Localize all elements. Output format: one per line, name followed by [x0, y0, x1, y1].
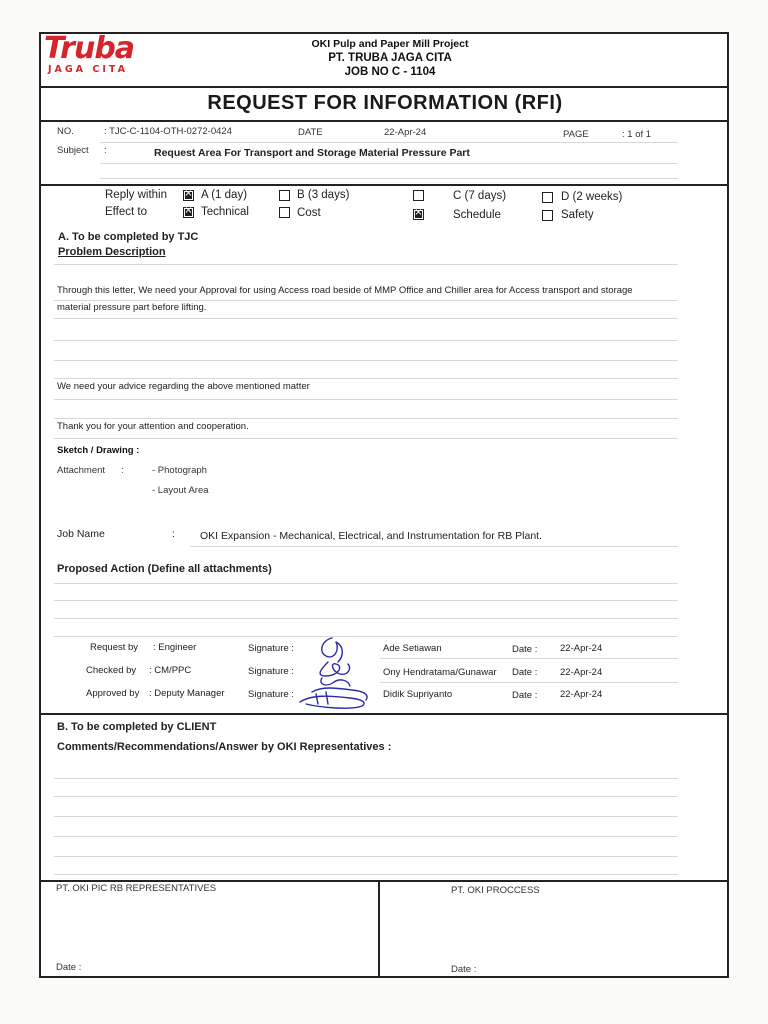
subject-rule-2 [100, 178, 678, 179]
logo-brand: Truba [44, 31, 135, 66]
page-label: PAGE [563, 129, 589, 140]
attachment-layout: - Layout Area [152, 485, 209, 496]
job-name-colon: : [172, 528, 175, 540]
subject-colon: : [104, 145, 107, 156]
signature-scribble [292, 632, 382, 712]
request-date: 22-Apr-24 [560, 643, 603, 654]
problem-rule-5 [54, 378, 678, 379]
effect-schedule-checkbox[interactable] [413, 209, 424, 220]
comments-rule-2 [54, 796, 678, 797]
checked-signature-label: Signature : [248, 666, 294, 677]
no-value: : TJC-C-1104-OTH-0272-0424 [104, 126, 232, 137]
meta-rule [100, 142, 678, 143]
footer-right-label: PT. OKI PROCCESS [451, 885, 540, 896]
problem-heading: Problem Description [58, 246, 166, 258]
approved-name: Didik Supriyanto [383, 689, 453, 700]
comments-rule-5 [54, 856, 678, 857]
problem-rule-4 [54, 360, 678, 361]
section-b-heading: B. To be completed by CLIENT [57, 721, 217, 733]
proposed-rule-1 [54, 583, 678, 584]
attachment-colon: : [121, 465, 124, 476]
reply-b-checkbox[interactable] [279, 190, 290, 201]
attachment-photograph: - Photograph [152, 465, 207, 476]
proposed-rule-2 [54, 600, 678, 601]
comments-heading: Comments/Recommendations/Answer by OKI Representatives : [57, 741, 392, 753]
no-label: NO. [57, 126, 74, 137]
approved-date: 22-Apr-24 [560, 689, 603, 700]
reply-a-checkbox[interactable] [183, 190, 194, 201]
advice-text: We need your advice regarding the above mentioned matter [57, 381, 310, 392]
request-signature-label: Signature : [248, 643, 294, 654]
approved-role: Approved by [86, 688, 140, 699]
proposed-rule-3 [54, 618, 678, 619]
reply-d-checkbox[interactable] [542, 192, 553, 203]
comments-rule-3 [54, 816, 678, 817]
company-logo [44, 31, 135, 75]
approved-date-label: Date : [512, 690, 538, 701]
problem-rule-6 [54, 399, 678, 400]
page-value: : 1 of 1 [622, 129, 652, 140]
request-position: : Engineer [153, 642, 197, 653]
reply-within-label: Reply within [105, 189, 167, 201]
problem-rule-8 [54, 438, 678, 439]
reply-d-label: D (2 weeks) [561, 191, 623, 203]
approval-rule-2 [380, 682, 678, 683]
footer-left-label: PT. OKI PIC RB REPRESENTATIVES [56, 883, 217, 894]
thanks-text: Thank you for your attention and cooperation. [57, 421, 249, 432]
checked-date-label: Date : [512, 667, 538, 678]
effect-cost-label: Cost [297, 207, 321, 219]
comments-rule-6 [54, 874, 678, 875]
job-name-value: OKI Expansion - Mechanical, Electrical, and Instrumentation for RB Plant. [200, 530, 542, 542]
comments-rule-4 [54, 836, 678, 837]
effect-to-label: Effect to [105, 206, 147, 218]
effect-cost-checkbox[interactable] [279, 207, 290, 218]
page-title: REQUEST FOR INFORMATION (RFI) [207, 92, 563, 114]
checked-name: Ony Hendratama/Gunawar [383, 667, 497, 678]
effect-technical-label: Technical [201, 206, 249, 218]
checked-role: Checked by [86, 665, 137, 676]
reply-c-checkbox[interactable] [413, 190, 424, 201]
section-a-heading: A. To be completed by TJC [58, 231, 199, 243]
footer-divider [39, 880, 729, 882]
section-b-divider [39, 713, 729, 715]
problem-rule-2 [54, 318, 678, 319]
effect-safety-checkbox[interactable] [542, 210, 553, 221]
sketch-label: Sketch / Drawing : [57, 445, 140, 456]
subject-value: Request Area For Transport and Storage Material Pressure Part [154, 147, 470, 159]
job-name-label: Job Name [57, 528, 105, 540]
job-rule [190, 546, 678, 547]
problem-text-line2: material pressure part before lifting. [57, 302, 207, 313]
approved-signature-label: Signature : [248, 689, 294, 700]
reply-c-label: C (7 days) [453, 190, 507, 202]
effect-safety-label: Safety [561, 209, 594, 221]
approved-position: : Deputy Manager [149, 688, 225, 699]
problem-rule-1 [54, 300, 678, 301]
header-divider [39, 86, 729, 88]
footer-split [378, 880, 380, 978]
comments-rule-1 [54, 778, 678, 779]
date-label: DATE [298, 127, 323, 138]
subject-label: Subject [57, 145, 89, 156]
footer-right-date: Date : [451, 964, 477, 975]
request-name: Ade Setiawan [383, 643, 442, 654]
checked-position: : CM/PPC [149, 665, 192, 676]
logo-subtitle: JAGA CITA [48, 64, 128, 75]
date-value: 22-Apr-24 [384, 127, 427, 138]
project-name: OKI Pulp and Paper Mill Project [311, 38, 469, 50]
effect-technical-checkbox[interactable] [183, 207, 194, 218]
job-number: JOB NO C - 1104 [344, 66, 436, 78]
subject-rule [100, 163, 678, 164]
effect-schedule-label: Schedule [453, 209, 501, 221]
checked-date: 22-Apr-24 [560, 667, 603, 678]
reply-b-label: B (3 days) [297, 189, 350, 201]
attachment-label: Attachment [57, 465, 106, 476]
problem-rule-0 [54, 264, 678, 265]
request-date-label: Date : [512, 644, 538, 655]
company-name: PT. TRUBA JAGA CITA [328, 52, 452, 64]
problem-rule-3 [54, 340, 678, 341]
request-role: Request by [90, 642, 139, 653]
reply-a-label: A (1 day) [201, 189, 248, 201]
problem-rule-7 [54, 418, 678, 419]
title-divider [39, 120, 729, 122]
footer-left-date: Date : [56, 962, 82, 973]
approval-rule-1 [380, 658, 678, 659]
problem-text-line1: Through this letter, We need your Approval for using Access road beside of MMP Office and Chiller area for Access transport and storage [57, 285, 633, 296]
meta-divider [39, 184, 729, 186]
proposed-heading: Proposed Action (Define all attachments) [57, 563, 272, 575]
